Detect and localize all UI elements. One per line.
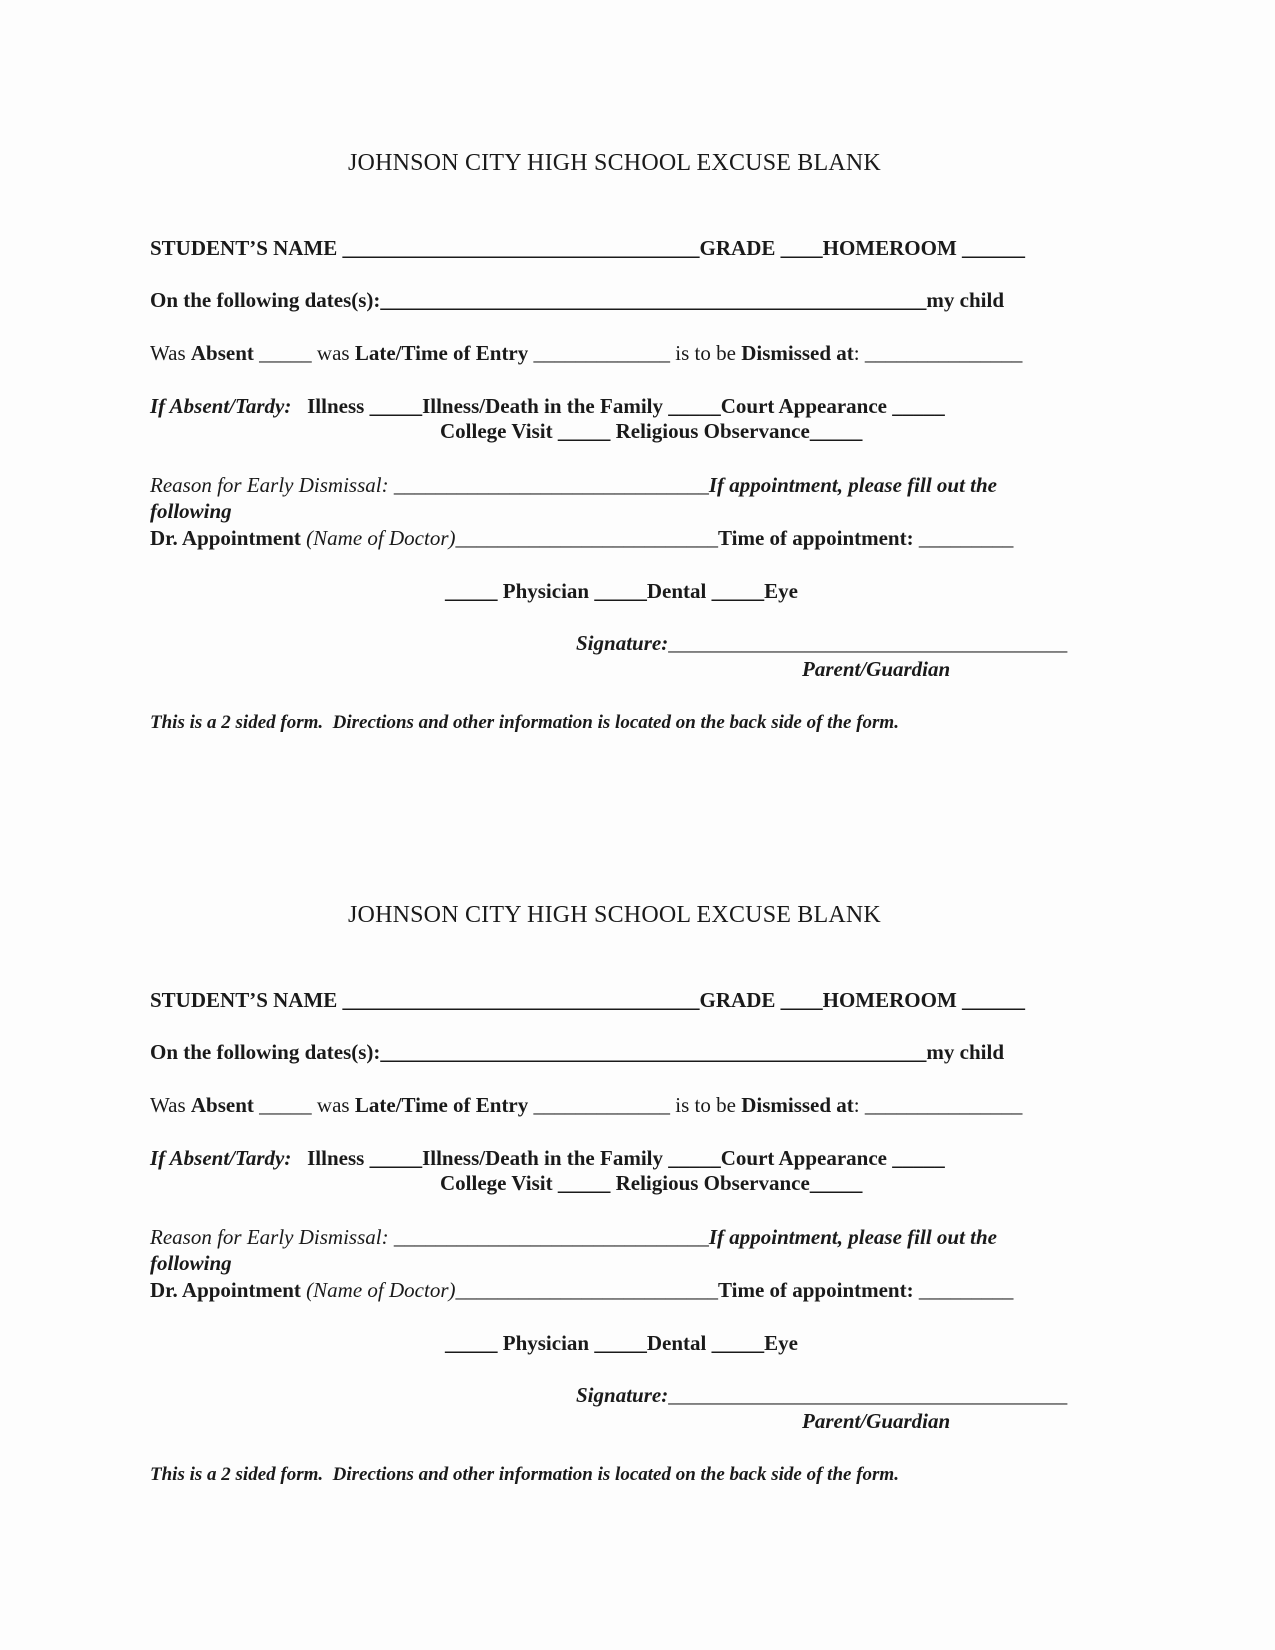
dental-field[interactable]: _____	[594, 579, 647, 603]
late-field[interactable]: _____________	[528, 341, 676, 365]
is-to-be-text: is to be	[675, 341, 742, 365]
doctor-row	[150, 525, 1013, 551]
student-info-row	[150, 987, 1025, 1013]
reason-field[interactable]: ______________________________	[393, 1225, 709, 1249]
signature-field[interactable]: ______________________________________	[668, 631, 1068, 655]
form-title: JOHNSON CITY HIGH SCHOOL EXCUSE BLANK	[348, 150, 881, 176]
eye-field[interactable]: _____	[711, 1331, 765, 1355]
is-to-be-text: is to be	[675, 1093, 742, 1117]
dental-label: Dental	[646, 1331, 712, 1355]
time-appointment-field[interactable]: _________	[918, 1278, 1014, 1302]
dr-appointment-label: Dr. Appointment	[150, 526, 307, 550]
court-label: Court Appearance	[720, 1146, 893, 1170]
student-name-field[interactable]: __________________________________	[337, 236, 700, 260]
dental-field[interactable]: _____	[594, 1331, 647, 1355]
dismissed-field[interactable]: _______________	[864, 341, 1023, 365]
dental-label: Dental	[646, 579, 712, 603]
absent-reason-row	[150, 1145, 945, 1171]
attendance-row	[150, 340, 1022, 366]
appointment-type-row	[445, 1330, 798, 1356]
illness-death-label: Illness/Death in the Family	[422, 394, 669, 418]
physician-label: Physician	[502, 579, 595, 603]
religious-label: Religious Observance	[615, 419, 810, 443]
college-field[interactable]: _____	[557, 1171, 616, 1195]
late-label: Late/Time of Entry	[354, 1093, 529, 1117]
eye-label: Eye	[764, 579, 798, 603]
reason-label: Reason for Early Dismissal:	[150, 1225, 394, 1249]
court-field[interactable]: _____	[892, 1146, 945, 1170]
religious-field[interactable]: _____	[809, 1171, 863, 1195]
dates-field[interactable]: ____________________________________________________	[380, 1040, 927, 1064]
dr-appointment-label: Dr. Appointment	[150, 1278, 307, 1302]
illness-field[interactable]: _____	[369, 1146, 423, 1170]
appointment-type-row	[445, 578, 798, 604]
if-appointment-text: If appointment, please fill out the	[708, 1225, 998, 1249]
dismissed-colon: :	[853, 1093, 865, 1117]
following-text: following	[150, 1251, 232, 1275]
student-info-row	[150, 235, 1025, 261]
dates-row	[150, 1039, 1004, 1065]
college-label: College Visit	[440, 419, 558, 443]
physician-field[interactable]: _____	[445, 1331, 503, 1355]
college-label: College Visit	[440, 1171, 558, 1195]
grade-field[interactable]: ____	[775, 236, 823, 260]
doctor-name-label: (Name of Doctor)	[306, 1278, 456, 1302]
eye-label: Eye	[764, 1331, 798, 1355]
dismissed-colon: :	[853, 341, 865, 365]
time-appointment-label: Time of appointment:	[717, 526, 919, 550]
grade-field[interactable]: ____	[775, 988, 823, 1012]
signature-row	[576, 1382, 1067, 1408]
if-appointment-text: If appointment, please fill out the	[708, 473, 998, 497]
court-field[interactable]: _____	[892, 394, 945, 418]
illness-label: Illness	[291, 394, 370, 418]
student-name-label: STUDENT’S NAME	[150, 988, 338, 1012]
following-text: following	[150, 499, 232, 523]
religious-field[interactable]: _____	[809, 419, 863, 443]
late-label: Late/Time of Entry	[354, 341, 529, 365]
signature-label: Signature:	[576, 1383, 669, 1407]
dates-label: On the following dates(s):	[150, 288, 381, 312]
reason-label: Reason for Early Dismissal:	[150, 473, 394, 497]
was-text: Was	[150, 341, 191, 365]
late-field[interactable]: _____________	[528, 1093, 676, 1117]
physician-field[interactable]: _____	[445, 579, 503, 603]
absent-label: Absent	[190, 1093, 254, 1117]
homeroom-field[interactable]: ______	[956, 988, 1026, 1012]
religious-label: Religious Observance	[615, 1171, 810, 1195]
dates-row	[150, 287, 1004, 313]
was-text-2: was	[316, 1093, 355, 1117]
grade-label: GRADE	[699, 988, 776, 1012]
doctor-row	[150, 1277, 1013, 1303]
doctor-name-field[interactable]: _________________________	[455, 1278, 718, 1302]
homeroom-label: HOMEROOM	[822, 988, 957, 1012]
student-name-field[interactable]: __________________________________	[337, 988, 700, 1012]
homeroom-field[interactable]: ______	[956, 236, 1026, 260]
grade-label: GRADE	[699, 236, 776, 260]
illness-label: Illness	[291, 1146, 370, 1170]
absent-label: Absent	[190, 341, 254, 365]
doctor-name-label: (Name of Doctor)	[306, 526, 456, 550]
student-name-label: STUDENT’S NAME	[150, 236, 338, 260]
was-text-2: was	[316, 341, 355, 365]
absent-reason-row-2	[440, 418, 862, 444]
homeroom-label: HOMEROOM	[822, 236, 957, 260]
reason-row	[150, 472, 997, 498]
dismissed-field[interactable]: _______________	[864, 1093, 1023, 1117]
illness-death-field[interactable]: _____	[668, 394, 721, 418]
physician-label: Physician	[502, 1331, 595, 1355]
reason-row	[150, 1224, 997, 1250]
eye-field[interactable]: _____	[711, 579, 765, 603]
parent-guardian-label: Parent/Guardian	[802, 657, 951, 681]
court-label: Court Appearance	[720, 394, 893, 418]
absent-reason-row	[150, 393, 945, 419]
college-field[interactable]: _____	[557, 419, 616, 443]
if-absent-label: If Absent/Tardy:	[150, 394, 292, 418]
absent-reason-row-2	[440, 1170, 862, 1196]
dates-field[interactable]: ____________________________________________________	[380, 288, 927, 312]
illness-death-field[interactable]: _____	[668, 1146, 721, 1170]
dismissed-label: Dismissed at	[741, 1093, 854, 1117]
dismissed-label: Dismissed at	[741, 341, 854, 365]
signature-label: Signature:	[576, 631, 669, 655]
dates-label: On the following dates(s):	[150, 1040, 381, 1064]
was-text: Was	[150, 1093, 191, 1117]
time-appointment-field[interactable]: _________	[918, 526, 1014, 550]
illness-field[interactable]: _____	[369, 394, 423, 418]
my-child-text: my child	[926, 1040, 1005, 1064]
reason-field[interactable]: ______________________________	[393, 473, 709, 497]
doctor-name-field[interactable]: _________________________	[455, 526, 718, 550]
attendance-row	[150, 1092, 1022, 1118]
form-title: JOHNSON CITY HIGH SCHOOL EXCUSE BLANK	[348, 902, 881, 928]
time-appointment-label: Time of appointment:	[717, 1278, 919, 1302]
illness-death-label: Illness/Death in the Family	[422, 1146, 669, 1170]
signature-row	[576, 630, 1067, 656]
my-child-text: my child	[926, 288, 1005, 312]
absent-field[interactable]: _____	[253, 341, 317, 365]
signature-field[interactable]: ______________________________________	[668, 1383, 1068, 1407]
footer-note: This is a 2 sided form. Directions and other information is located on the back side of the form.	[150, 1464, 899, 1485]
if-absent-label: If Absent/Tardy:	[150, 1146, 292, 1170]
parent-guardian-label: Parent/Guardian	[802, 1409, 951, 1433]
footer-note: This is a 2 sided form. Directions and other information is located on the back side of the form.	[150, 712, 899, 733]
absent-field[interactable]: _____	[253, 1093, 317, 1117]
